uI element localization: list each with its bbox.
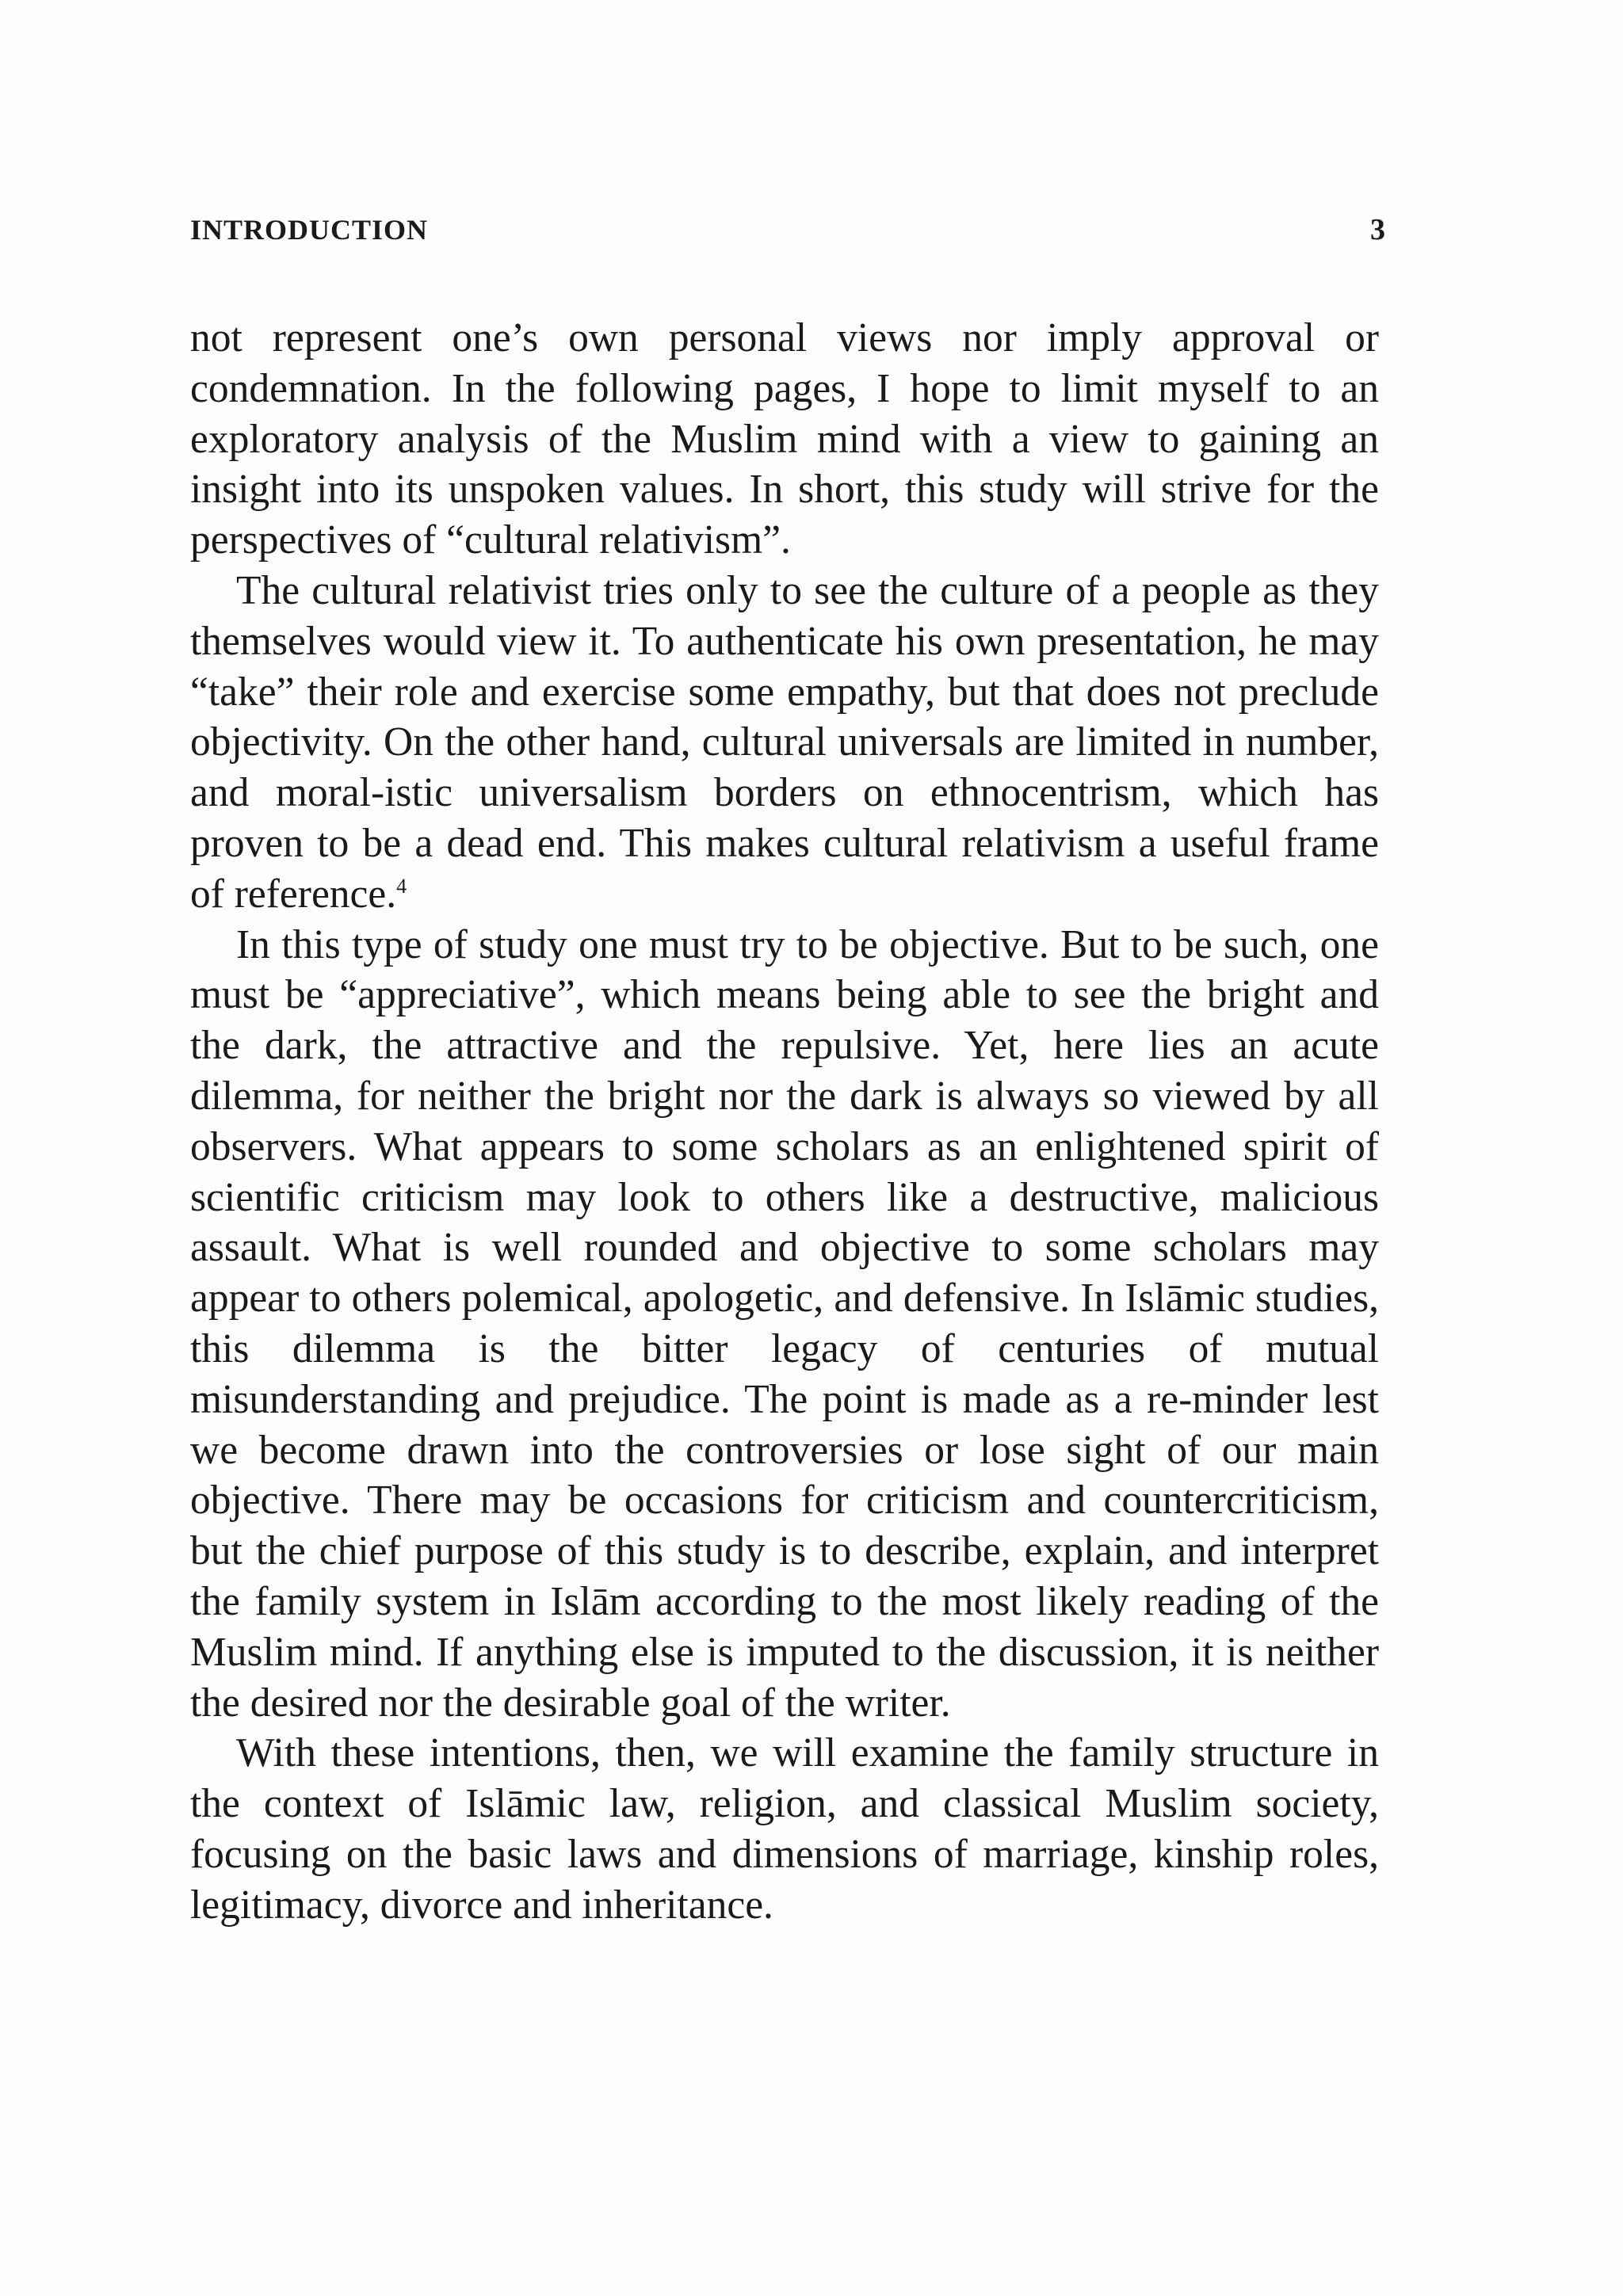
paragraph-2	[190, 566, 1379, 920]
paragraph-3-text: In this type of study one must try to be objective. But to be such, one must be “appreciative”, which means being able to see the bright and the dark, the attractive and the repulsive. Yet, here lies an acute dilemma, for neither the bright nor the dark is always so viewed by all observers. What appears to some scholars as an enlightened spirit of scientific criticism may look to others like a destructive, malicious assault. What is well rounded and objective to some scholars may appear to others polemical, apologetic, and defensive. In Islāmic studies, this dilemma is the bitter legacy of centuries of mutual misunderstanding and prejudice. The point is made as a re-minder lest we become drawn into the controversies or lose sight of our main objective. There may be occasions for criticism and countercriticism, but the chief purpose of this study is to describe, explain, and interpret the family system in Islām according to the most likely reading of the Muslim mind. If anything else is imputed to the discussion, it is neither the desired nor the desirable goal of the writer.	[190, 921, 1379, 1726]
paragraph-3	[190, 920, 1379, 1729]
paragraph-1-text: not represent one’s own personal views nor imply approval or condemnation. In the following pages, I hope to limit myself to an exploratory analysis of the Muslim mind with a view to gaining an insight into its unspoken values. In short, this study will strive for the perspectives of “cultural relativism”.	[190, 315, 1379, 563]
body-text	[190, 313, 1379, 1931]
page-number: 3	[1370, 213, 1385, 246]
footnote-marker: 4	[396, 874, 407, 898]
paragraph-4	[190, 1728, 1379, 1930]
running-title: INTRODUCTION	[190, 214, 429, 246]
running-head	[190, 212, 1385, 260]
paragraph-2-text: The cultural relativist tries only to see the culture of a people as they themselves would view it. To authenticate his own presentation, he may “take” their role and exercise some empathy, but that does not preclude objectivity. On the other hand, cultural universals are limited in number, and moral-istic universalism borders on ethnocentrism, which has proven to be a dead end. This makes cultural relativism a useful frame of reference.	[190, 567, 1379, 917]
paragraph-1	[190, 313, 1379, 566]
paragraph-4-text: With these intentions, then, we will examine the family structure in the context of Islāmic law, religion, and classical Muslim society, focusing on the basic laws and dimensions of marriage, kinship roles, legitimacy, divorce and inheritance.	[190, 1730, 1379, 1928]
